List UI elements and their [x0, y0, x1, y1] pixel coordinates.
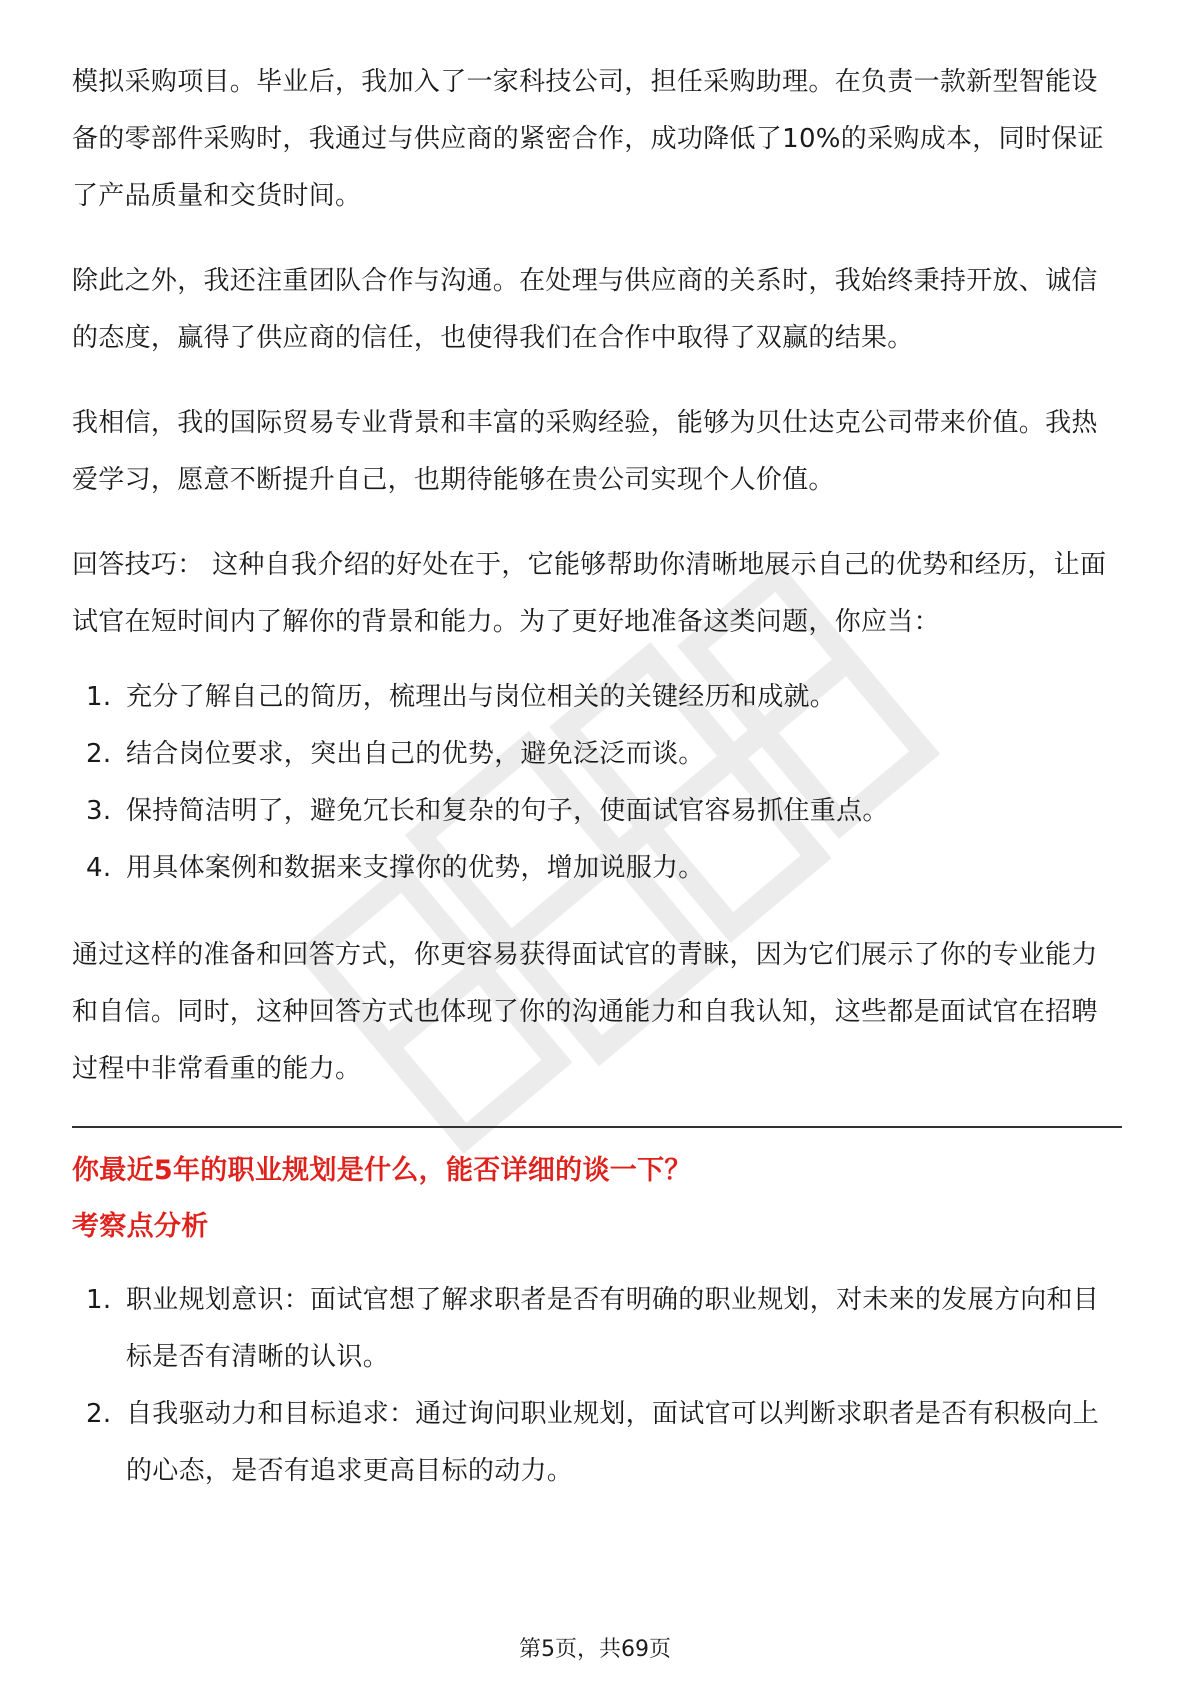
list-item [72, 1386, 1122, 1500]
list-number: 1. [86, 682, 112, 712]
paragraph: 除此之外，我还注重团队合作与沟通。在处理与供应商的关系时，我始终秉持开放、诚信的态度，赢得了供应商的信任，也使得我们在合作中取得了双赢的结果。 [72, 266, 1098, 353]
list-number: 2. [86, 1399, 112, 1429]
list-text: 充分了解自己的简历，梳理出与岗位相关的关键经历和成就。 [126, 682, 837, 712]
section-divider [72, 1126, 1122, 1128]
question-title: 你最近5年的职业规划是什么，能否详细的谈一下？ [72, 1155, 692, 1186]
analysis-title: 考察点分析 [72, 1211, 209, 1242]
list-number: 1. [86, 1285, 112, 1315]
list-number: 3. [86, 796, 112, 826]
closing-paragraph: 通过这样的准备和回答方式，你更容易获得面试官的青睐，因为它们展示了你的专业能力和自信。同时，这种回答方式也体现了你的沟通能力和自我认知，这些都是面试官在招聘过程中非常看重的能力。 [72, 940, 1098, 1084]
list-text: 用具体案例和数据来支撑你的优势，增加说服力。 [126, 853, 705, 883]
page-number-footer: 第5页，共69页 [519, 1637, 671, 1662]
list-text: 保持简洁明了，避免冗长和复杂的句子，使面试官容易抓住重点。 [126, 796, 889, 826]
list-item [72, 726, 1122, 783]
list-item [72, 1272, 1122, 1386]
list-item [72, 840, 1122, 897]
analysis-list [72, 1272, 1122, 1500]
paragraph: 我相信，我的国际贸易专业背景和丰富的采购经验，能够为贝仕达克公司带来价值。我热爱学习，愿意不断提升自己，也期待能够在贵公司实现个人价值。 [72, 408, 1098, 495]
document-body [72, 54, 1122, 1500]
paragraph: 模拟采购项目。毕业后，我加入了一家科技公司，担任采购助理。在负责一款新型智能设备的零部件采购时，我通过与供应商的紧密合作，成功降低了10%的采购成本，同时保证了产品质量和交货时间。 [72, 67, 1104, 211]
answer-tips-paragraph: 回答技巧： 这种自我介绍的好处在于，它能够帮助你清晰地展示自己的优势和经历，让面试官在短时间内了解你的背景和能力。为了更好地准备这类问题，你应当： [72, 550, 1107, 637]
list-number: 2. [86, 739, 112, 769]
list-number: 4. [86, 853, 112, 883]
list-item [72, 669, 1122, 726]
list-text: 自我驱动力和目标追求：通过询问职业规划，面试官可以判断求职者是否有积极向上的心态，是否有追求更高目标的动力。 [126, 1399, 1100, 1486]
list-text: 结合岗位要求，突出自己的优势，避免泛泛而谈。 [126, 739, 705, 769]
list-text: 职业规划意识：面试官想了解求职者是否有明确的职业规划，对未来的发展方向和目标是否有清晰的认识。 [126, 1285, 1100, 1372]
tips-list [72, 669, 1122, 897]
list-item [72, 783, 1122, 840]
